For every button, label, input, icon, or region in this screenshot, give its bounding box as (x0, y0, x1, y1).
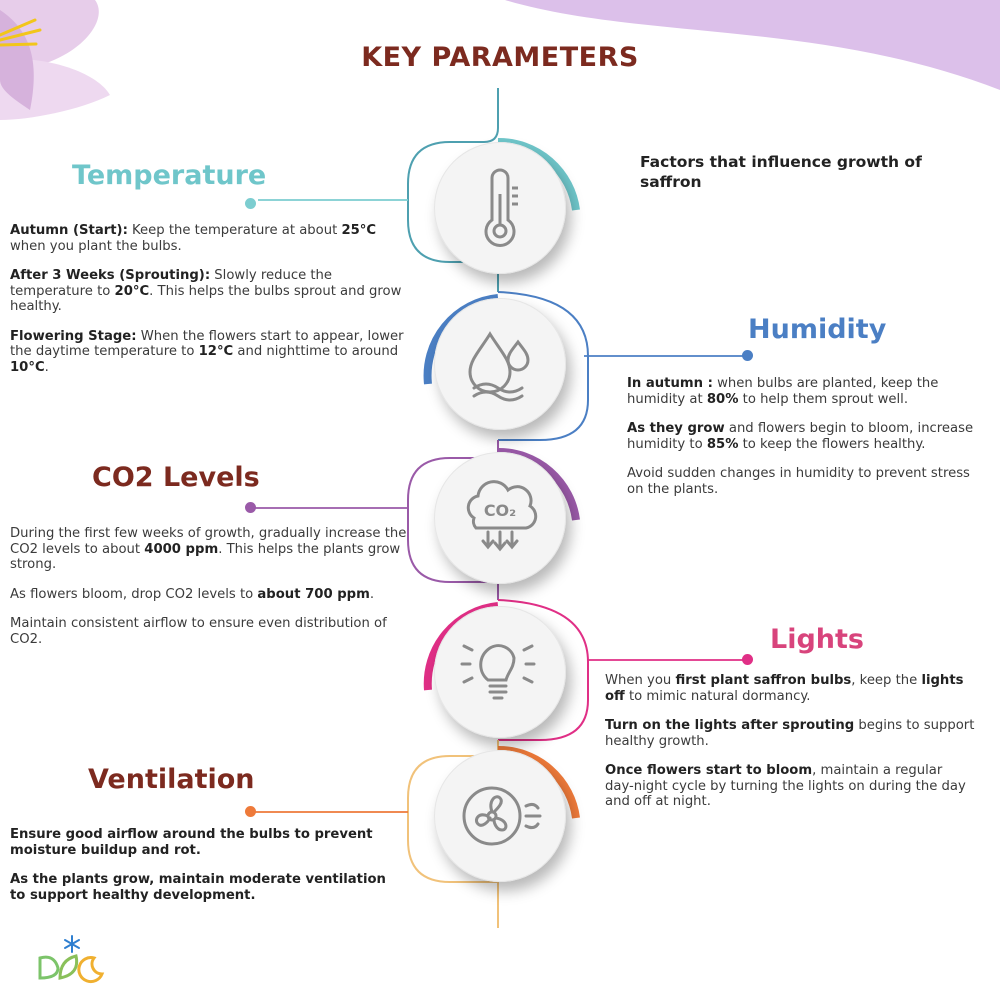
ventilation-item: As the plants grow, maintain moderate ventilation to support healthy development. (10, 872, 386, 903)
lights-details (605, 673, 975, 824)
lights-icon-circle (434, 606, 566, 738)
humidity-item: As they grow and flowers begin to bloom, increase humidity to 85% to keep the flowers healthy. (627, 421, 974, 452)
ventilation-connector-dot (245, 806, 256, 817)
ventilation-title: Ventilation (88, 764, 255, 795)
lights-item: When you first plant saffron bulbs, keep the lights off to mimic natural dormancy. (605, 673, 964, 704)
ventilation-details (10, 827, 390, 917)
co2-item: During the first few weeks of growth, gradually increase the CO2 levels to about 4000 ppm. This helps the plants grow strong. (10, 526, 407, 572)
lights-title: Lights (770, 624, 864, 655)
humidity-connector-dot (742, 350, 753, 361)
fan-icon (434, 750, 566, 882)
humidity-details (627, 376, 975, 511)
humidity-item: Avoid sudden changes in humidity to prevent stress on the plants. (627, 466, 970, 497)
co2-icon-label: CO₂ (483, 501, 517, 520)
temperature-title: Temperature (72, 160, 267, 191)
co2-item: As flowers bloom, drop CO2 levels to about 700 ppm. (10, 586, 375, 602)
temperature-icon-circle (434, 142, 566, 274)
ventilation-item: Ensure good airflow around the bulbs to prevent moisture buildup and rot. (10, 827, 373, 858)
tagline: Factors that influence growth of saffron (640, 153, 922, 191)
co2-connector-dot (245, 502, 256, 513)
lights-connector-dot (742, 654, 753, 665)
water-drop-icon (434, 298, 566, 430)
co2-title: CO2 Levels (92, 462, 260, 493)
ventilation-icon-circle (434, 750, 566, 882)
lightbulb-icon (434, 606, 566, 738)
temperature-item: Flowering Stage: When the flowers start to appear, lower the daytime temperature to 12°C and nighttime to around 10°C. (10, 328, 404, 375)
lights-item: Once flowers start to bloom, maintain a regular day-night cycle by turning the lights on during the day and off at night. (605, 763, 966, 809)
brand-logo-icon (36, 934, 110, 984)
lights-item: Turn on the lights after sprouting begins to support healthy growth. (605, 718, 975, 749)
temperature-item: After 3 Weeks (Sprouting): Slowly reduce the temperature to 20°C. This helps the bulbs sprout and grow healthy. (10, 268, 402, 314)
co2-details (10, 526, 408, 661)
co2-cloud-icon (434, 452, 566, 584)
humidity-item: In autumn : when bulbs are planted, keep the humidity at 80% to help them sprout well. (627, 376, 939, 407)
temperature-details (10, 223, 405, 389)
temperature-connector-dot (245, 198, 256, 209)
temperature-item: Autumn (Start): Keep the temperature at about 25°C when you plant the bulbs. (10, 223, 377, 254)
thermometer-icon (434, 142, 566, 274)
humidity-title: Humidity (748, 314, 887, 345)
page-title: KEY PARAMETERS (361, 42, 639, 73)
co2-item: Maintain consistent airflow to ensure even distribution of CO2. (10, 616, 387, 647)
humidity-icon-circle (434, 298, 566, 430)
co2-icon-circle (434, 452, 566, 584)
